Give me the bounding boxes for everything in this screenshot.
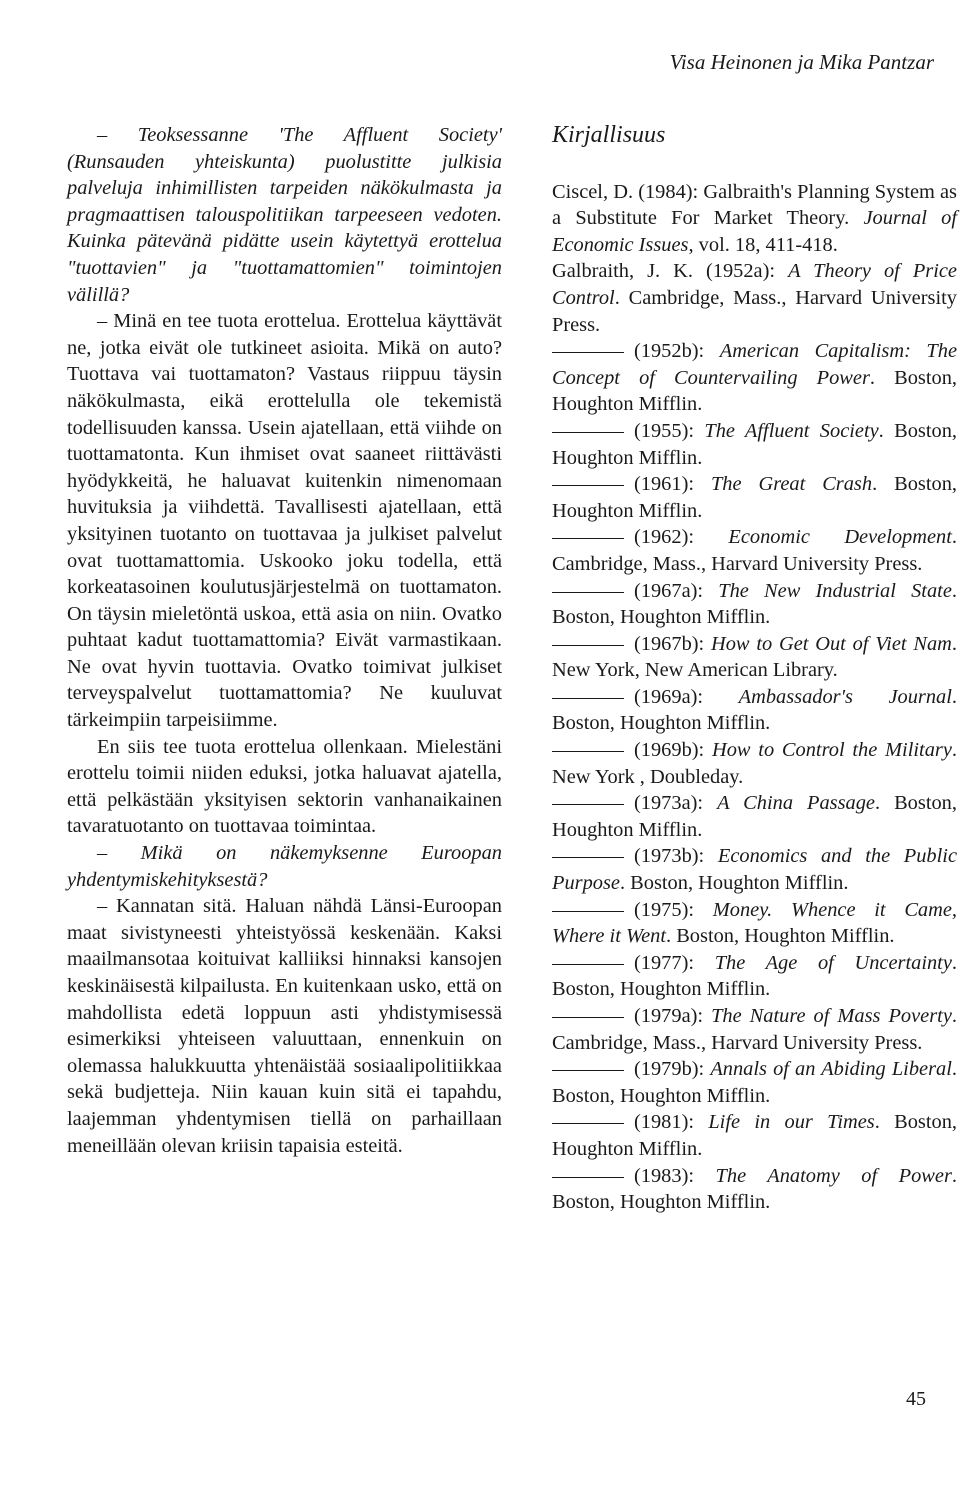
reference-title: American Capitalism: The Concept of Countervailing Power: [552, 340, 957, 389]
reference-entry: [552, 843, 957, 896]
reference-prefix: (1975):: [634, 898, 713, 921]
reference-prefix: (1983):: [634, 1164, 716, 1187]
ditto-rule: [552, 1177, 624, 1178]
reference-title: The Anatomy of Power: [715, 1164, 952, 1187]
reference-prefix: (1969b):: [634, 739, 712, 762]
reference-title: Economic Development: [728, 526, 952, 549]
ditto-rule: [552, 1017, 624, 1018]
reference-suffix: . Boston, Houghton Mifflin.: [552, 419, 957, 469]
reference-suffix: . Boston, Houghton Mifflin.: [552, 579, 957, 629]
reference-entry: [552, 684, 957, 737]
reference-title: Life in our Times: [708, 1111, 875, 1134]
reference-title: A China Passage: [717, 792, 875, 815]
reference-suffix: . New York , Doubleday.: [552, 739, 957, 788]
reference-list: [552, 179, 957, 1216]
reference-prefix: (1952b):: [634, 340, 720, 363]
reference-suffix: . Boston, Houghton Mifflin.: [552, 685, 957, 735]
ditto-rule: [552, 592, 624, 593]
reference-suffix: . Boston, Houghton Mifflin.: [552, 473, 957, 522]
reference-prefix: (1977):: [634, 951, 715, 974]
answer-paragraph: En siis tee tuota erottelua ollenkaan. Mielestäni erottelu toimii niiden eduksi, jotka haluavat ajatella, että pelkästään yksityisen sektorin vanhanaikainen tavaratuotanto on tuottavaa toimintaa.: [67, 735, 502, 838]
reference-title: Journal of Economic Issues: [552, 207, 958, 256]
reference-prefix: (1979a):: [634, 1005, 712, 1027]
reference-entry: [552, 1003, 957, 1056]
question-paragraph: – Mikä on näkemyksenne Euroopan yhdentymiskehityksestä?: [67, 842, 502, 891]
reference-title: Annals of an Abiding Liberal: [710, 1058, 952, 1081]
reference-suffix: . Boston, Houghton Mifflin.: [619, 872, 849, 895]
reference-title: A Theory of Price Control: [552, 260, 957, 309]
reference-suffix: . Boston, Houghton Mifflin.: [552, 1164, 958, 1214]
reference-entry: [552, 524, 957, 577]
reference-title: The New Industrial State: [718, 579, 952, 602]
ditto-rule: [552, 964, 624, 965]
reference-suffix: . New York, New American Library.: [552, 632, 957, 682]
reference-suffix: . Boston, Houghton Mifflin.: [552, 1058, 957, 1107]
reference-title: The Affluent Society: [704, 419, 879, 442]
reference-entry: [552, 418, 957, 471]
reference-title: The Age of Uncertainty: [714, 951, 952, 974]
references-heading: Kirjallisuus: [552, 122, 666, 148]
reference-suffix: . Cambridge, Mass., Harvard University Press.: [552, 286, 957, 336]
reference-title: How to Get Out of Viet Nam: [711, 632, 952, 655]
reference-prefix: (1967a):: [634, 579, 719, 602]
reference-prefix: (1967b):: [634, 632, 712, 655]
reference-suffix: . Boston, Houghton Mifflin.: [666, 925, 895, 948]
reference-suffix: . Boston, Houghton Mifflin.: [552, 1111, 957, 1160]
ditto-rule: [552, 352, 624, 353]
answer-paragraph: – Minä en tee tuota erottelua. Erottelua käyttävät ne, jotka eivät ole tutkineet asioita. Mikä on auto? Tuottava vai tuottamaton? Vastaus riippuu täysin näkökulmasta, eikä erottelulla ole tekemistä todellisuuden kanssa. Usein ajatellaan, että viihde on tuottamatonta. Kun ihmiset ovat saaneet riittävästi hyödykkeitä, he haluavat kuitenkin nimenomaan huvituksia ja viihdettä. Tavallisesti ajatellaan, että yksityinen tuotanto on tuottavaa ja julkiset palvelut ovat tuottamattomia. Uskooko joku todella, että korkeatasoinen koulutusjärjestelmä on tuottamaton. On täysin mieletöntä uskoa, että asia on niin. Ovatko puhtaat kadut tuottamattomia? Eivät varmastikaan. Ne ovat hyvin tuottavia. Ovatko toimivat julkiset terveyspalvelut tuottamattomia? Ne kuuluvat tärkeimpiin tarpeisiimme.: [67, 310, 502, 732]
reference-prefix: (1979b):: [634, 1058, 711, 1081]
ditto-rule: [552, 1070, 624, 1071]
reference-prefix: (1962):: [634, 526, 729, 549]
ditto-rule: [552, 1123, 624, 1124]
reference-suffix: . Boston, Houghton Mifflin.: [552, 792, 957, 841]
ditto-rule: [552, 432, 624, 433]
reference-entry: [552, 179, 957, 259]
ditto-rule: [552, 645, 624, 646]
references-column: [552, 122, 957, 1216]
reference-prefix: (1955):: [634, 419, 705, 442]
reference-entry: [552, 471, 957, 524]
ditto-rule: [552, 857, 624, 858]
reference-prefix: (1981):: [634, 1111, 709, 1134]
ditto-rule: [552, 804, 624, 805]
reference-prefix: (1973a):: [634, 792, 718, 815]
reference-prefix: Galbraith, J. K. (1952a):: [552, 260, 789, 283]
reference-title: The Great Crash: [710, 473, 873, 496]
interview-text-column: [67, 122, 502, 1159]
reference-suffix: . Cambridge, Mass., Harvard University Press.: [552, 526, 957, 575]
ditto-rule: [552, 751, 624, 752]
reference-entry: [552, 578, 957, 631]
question-paragraph: – Teoksessanne 'The Affluent Society' (Runsauden yhteiskunta) puolustitte julkisia palveluja inhimillisten tarpeiden näkökulmasta ja pragmaattisen talouspolitiikan tarpeeseen vedoten. Kuinka pätevänä pidätte usein käytettyä erottelua "tuottavien" ja "tuottamattomien" toimintojen välillä?: [67, 124, 502, 306]
reference-entry: [552, 1056, 957, 1109]
reference-prefix: (1961):: [634, 473, 711, 496]
reference-title: How to Control the Military: [712, 739, 952, 762]
reference-entry: [552, 737, 957, 790]
reference-suffix: . Boston, Houghton Mifflin.: [552, 366, 957, 416]
answer-paragraph: – Kannatan sitä. Haluan nähdä Länsi-Euroopan maat sivistyneesti yhteistyössä keskenään. Kaksi maailmansotaa koituivat kalliiksi hinnaksi kansojen keskinäisestä kilpailusta. En kuitenkaan usko, että on mahdollista edetä loppuun asti yhdistymisessä esimerkiksi yhteiseen valuuttaan, ennenkuin on olemassa halukkuutta yhtenäistää sosiaalipolitiikkaa sekä budjetteja. Niin kauan kuin sitä ei tapahdu, laajemman yhdentymisen tiellä on parhaillaan meneillään olevan kriisin tapaisia esteitä.: [67, 895, 502, 1157]
reference-entry: [552, 790, 957, 843]
reference-suffix: . Boston, Houghton Mifflin.: [552, 951, 958, 1001]
ditto-rule: [552, 698, 624, 699]
page-number: 45: [906, 1388, 926, 1410]
reference-title: Ambassador's Journal: [738, 685, 952, 708]
reference-prefix: Ciscel, D. (1984): Galbraith's Planning System as a Substitute For Market Theory.: [552, 180, 957, 230]
ditto-rule: [552, 911, 624, 912]
reference-entry: [552, 897, 957, 950]
reference-suffix: . Cambridge, Mass., Harvard University Press.: [552, 1005, 957, 1054]
running-head: Visa Heinonen ja Mika Pantzar: [669, 50, 934, 74]
reference-prefix: (1969a):: [634, 685, 739, 708]
reference-entry: [552, 258, 957, 338]
reference-entry: [552, 1109, 957, 1162]
reference-entry: [552, 338, 957, 418]
reference-entry: [552, 950, 957, 1003]
reference-entry: [552, 631, 957, 684]
reference-title: Economics and the Public Purpose: [552, 845, 957, 895]
ditto-rule: [552, 538, 624, 539]
reference-entry: [552, 1163, 957, 1216]
reference-suffix: , vol. 18, 411-418.: [688, 233, 838, 256]
ditto-rule: [552, 485, 624, 486]
reference-title: The Nature of Mass Poverty: [711, 1005, 952, 1027]
reference-title: Money. Whence it Came, Where it Went: [552, 898, 957, 948]
reference-prefix: (1973b):: [634, 845, 718, 868]
